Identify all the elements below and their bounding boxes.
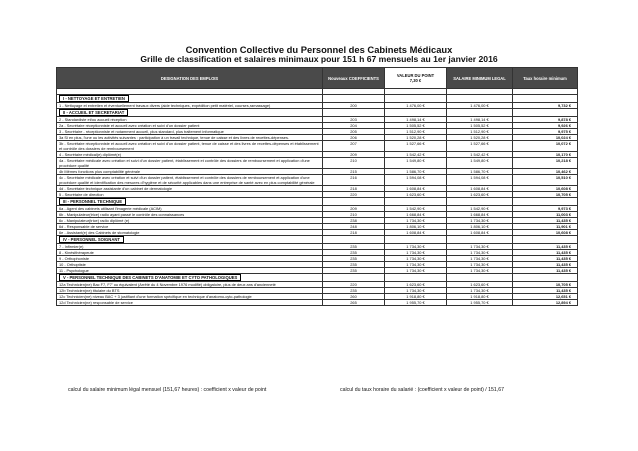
point-value-cell: 1 542,42 €: [385, 152, 447, 158]
job-title-cell: 4a - Secrétaire médicale avec création et suivi d'un dossier patient, établissement et contrôle des dossiers de remboursement et application d'une procédure qualité: [57, 158, 323, 169]
job-title-cell: 2 - Standardiste et/ou accueil réception: [57, 117, 323, 123]
point-value-cell: 1 498,14 €: [385, 117, 447, 123]
minimum-salary-cell: 1 623,60 €: [447, 282, 513, 288]
point-value-cell: 1 734,30 €: [385, 288, 447, 294]
minimum-salary-cell: 1 476,00 €: [447, 103, 513, 109]
header-valeur-point-label: VALEUR DU POINT: [396, 73, 435, 78]
hourly-rate-cell: 11,435 €: [513, 268, 578, 274]
empty-cell: [513, 236, 578, 244]
hourly-rate-cell: 10,024 €: [513, 135, 578, 141]
empty-cell: [513, 109, 578, 117]
coefficient-cell: 235: [323, 288, 385, 294]
section-title: V - PERSONNEL TECHNIQUE DES CABINETS D'ANATOMIE ET CYTO PATHOLOGIQUES: [59, 274, 241, 281]
job-title-cell: 4b Mêmes fonctions plus comptabilité générale: [57, 169, 323, 175]
point-value-cell: 1 549,80 €: [385, 158, 447, 169]
empty-cell: [385, 236, 447, 244]
hourly-rate-cell: 9,878 €: [513, 117, 578, 123]
minimum-salary-cell: 1 734,30 €: [447, 268, 513, 274]
job-title-cell: 10 - Orthoptiste: [57, 262, 323, 268]
minimum-salary-cell: 1 623,60 €: [447, 192, 513, 198]
point-value-cell: 1 542,90 €: [385, 206, 447, 212]
point-value-cell: 1 734,30 €: [385, 250, 447, 256]
coefficient-cell: 203: [323, 117, 385, 123]
header-salaire: SALAIRE MINIMUM LEGAL: [447, 68, 513, 89]
empty-cell: [447, 274, 513, 282]
section-cell: [57, 236, 323, 244]
job-title-cell: 1 - Nettoyage et entretien et éventuellement travaux divers (aide techniques, expédition petit matériel, courses,ramassage): [57, 103, 323, 109]
empty-cell: [323, 236, 385, 244]
job-title-cell: 7 - Infirmier(e): [57, 244, 323, 250]
hourly-rate-cell: 12,894 €: [513, 300, 578, 306]
minimum-salary-cell: 1 734,30 €: [447, 218, 513, 224]
hourly-rate-cell: 11,435 €: [513, 256, 578, 262]
table-row: [57, 175, 578, 186]
job-title-cell: 6e - Assistant(e) des Cabinets de stomatologie: [57, 230, 323, 236]
table-row: [57, 158, 578, 169]
coefficient-cell: 235: [323, 256, 385, 262]
point-value-cell: 1 734,30 €: [385, 244, 447, 250]
section-cell: [57, 109, 323, 117]
job-title-cell: 9 - Orthophoniste: [57, 256, 323, 262]
header-designation: DESIGNATION DES EMPLOIS: [57, 68, 323, 89]
coefficient-cell: 218: [323, 186, 385, 192]
job-title-cell: 12d Technicien(ne) responsable de service: [57, 300, 323, 306]
point-value-cell: 1 594,08 €: [385, 175, 447, 186]
point-value-cell: 1 623,60 €: [385, 282, 447, 288]
job-title-cell: 12c Technicien(ne) niveau BAC + 3 justifiant d'une formation spécifique en technique d'anatomo-cyto-pathologie: [57, 294, 323, 300]
coefficient-cell: 210: [323, 212, 385, 218]
job-title-cell: 6a - Agent des cabinets utilisant l'imagerie médicale (ACIM): [57, 206, 323, 212]
empty-cell: [447, 236, 513, 244]
minimum-salary-cell: 1 505,52 €: [447, 123, 513, 129]
hourly-rate-cell: 11,435 €: [513, 250, 578, 256]
coefficient-cell: 206: [323, 135, 385, 141]
job-title-cell: 12b Technicien(ne) titulaire du BTS: [57, 288, 323, 294]
minimum-salary-cell: 1 512,90 €: [447, 129, 513, 135]
section-row: [57, 236, 578, 244]
job-title-cell: 12a Technicien(ne) Bac F7, F7' ou équivalent (Arrêté du 4 Novembre 1976 modifié) obligatoire, plus de deux ans d'ancienneté: [57, 282, 323, 288]
minimum-salary-cell: 1 520,28 €: [447, 135, 513, 141]
section-title: I - NETTOYAGE ET ENTRETIEN: [59, 95, 129, 102]
section-row: [57, 109, 578, 117]
hourly-rate-cell: 10,608 €: [513, 230, 578, 236]
minimum-salary-cell: 1 542,42 €: [447, 152, 513, 158]
minimum-salary-cell: 1 806,10 €: [447, 224, 513, 230]
minimum-salary-cell: 1 734,30 €: [447, 262, 513, 268]
section-title: IV - PERSONNEL SOIGNANT: [59, 236, 124, 243]
header-valeur-point: [385, 68, 447, 89]
coefficient-cell: 205: [323, 129, 385, 135]
point-value-cell: 1 955,70 €: [385, 300, 447, 306]
empty-cell: [447, 109, 513, 117]
hourly-rate-cell: 11,003 €: [513, 212, 578, 218]
minimum-salary-cell: 1 734,30 €: [447, 244, 513, 250]
hourly-rate-cell: 10,510 €: [513, 175, 578, 186]
job-title-cell: 6b - Manipulateur(trice) radio ayant passé le contrôle des connaissances: [57, 212, 323, 218]
minimum-salary-cell: 1 918,80 €: [447, 294, 513, 300]
coefficient-cell: 260: [323, 294, 385, 300]
minimum-salary-cell: 1 498,14 €: [447, 117, 513, 123]
hourly-rate-cell: 10,170 €: [513, 152, 578, 158]
coefficient-cell: 207: [323, 141, 385, 152]
job-title-cell: 4 - Secrétaire médical(e) diplômé(e): [57, 152, 323, 158]
hourly-rate-cell: 9,732 €: [513, 103, 578, 109]
empty-cell: [385, 109, 447, 117]
minimum-salary-cell: 1 586,70 €: [447, 169, 513, 175]
minimum-salary-cell: 1 734,30 €: [447, 288, 513, 294]
empty-cell: [323, 198, 385, 206]
empty-cell: [513, 198, 578, 206]
hourly-rate-cell: 9,973 €: [513, 206, 578, 212]
point-value-cell: 1 734,30 €: [385, 218, 447, 224]
coefficient-cell: 220: [323, 192, 385, 198]
hourly-rate-cell: 11,435 €: [513, 262, 578, 268]
table-row: [57, 300, 578, 306]
point-value-cell: 1 520,28 €: [385, 135, 447, 141]
coefficient-cell: 235: [323, 262, 385, 268]
point-value-cell: 1 668,84 €: [385, 212, 447, 218]
minimum-salary-cell: 1 527,66 €: [447, 141, 513, 152]
job-title-cell: 6c - Manipulateur(trice) radio diplômé (e): [57, 218, 323, 224]
section-cell: [57, 274, 323, 282]
point-value-cell: 1 527,66 €: [385, 141, 447, 152]
point-value-cell: 1 734,30 €: [385, 256, 447, 262]
minimum-salary-cell: 1 608,84 €: [447, 230, 513, 236]
coefficient-cell: 235: [323, 250, 385, 256]
table-row: [57, 141, 578, 152]
empty-cell: [513, 95, 578, 103]
point-value-cell: 1 505,52 €: [385, 123, 447, 129]
section-title: II - ACCUEIL ET SECRETARIAT: [59, 109, 128, 116]
minimum-salary-cell: 1 734,30 €: [447, 250, 513, 256]
section-row: [57, 95, 578, 103]
page-subtitle: Grille de classification et salaires minimaux pour 151 h 67 mensuels au 1er janvier 2016: [140, 54, 498, 64]
empty-cell: [513, 274, 578, 282]
hourly-rate-cell: 9,975 €: [513, 129, 578, 135]
hourly-rate-cell: 11,901 €: [513, 224, 578, 230]
job-title-cell: 8 - Kinésithérapeute: [57, 250, 323, 256]
page-title: Convention Collective du Personnel des Cabinets Médicaux: [185, 44, 453, 55]
coefficient-cell: 204: [323, 123, 385, 129]
minimum-salary-cell: 1 734,30 €: [447, 256, 513, 262]
job-title-cell: 2a - Secrétaire réceptionniste et accueil avec création et suivi d'un dossier patient: [57, 123, 323, 129]
coefficient-cell: 248: [323, 224, 385, 230]
job-title-cell: 4d - Secrétaire technique assistante d'un cabinet de dermatologie: [57, 186, 323, 192]
empty-cell: [385, 274, 447, 282]
coefficient-cell: 220: [323, 282, 385, 288]
empty-cell: [447, 95, 513, 103]
job-title-cell: 3b - Secrétaire réceptionniste et accueil avec création et suivi d'un dossier patient, tenue de caisse et des livres de recettes-dépenses et établissement et contrôle des dossiers de remboursement: [57, 141, 323, 152]
coefficient-cell: 265: [323, 300, 385, 306]
empty-cell: [447, 198, 513, 206]
empty-cell: [323, 109, 385, 117]
hourly-rate-cell: 11,435 €: [513, 218, 578, 224]
section-cell: [57, 95, 323, 103]
point-value-cell: 1 512,90 €: [385, 129, 447, 135]
hourly-rate-cell: 9,926 €: [513, 123, 578, 129]
table-header-row: [57, 68, 578, 89]
coefficient-cell: 235: [323, 244, 385, 250]
salary-grid-table: [56, 67, 578, 306]
coefficient-cell: 210: [323, 158, 385, 169]
coefficient-cell: 209: [323, 152, 385, 158]
job-title-cell: 4c - Secrétaire médicale avec création et suivi d'un dossier patient, établissement et contrôle des dossiers de remboursement et application d'une procédure qualité et identification des mesures d'hygiène et de sécurité applicables dans une entreprise de santé avec en plus comptabilité générale: [57, 175, 323, 186]
minimum-salary-cell: 1 594,08 €: [447, 175, 513, 186]
minimum-salary-cell: 1 542,90 €: [447, 206, 513, 212]
job-title-cell: 11 - Psychologue: [57, 268, 323, 274]
job-title-cell: 3a Si en plus, l'une ou les activités suivantes : participation à un travail technique, tenue de caisse et des livres de recettes-dépenses.: [57, 135, 323, 141]
minimum-salary-cell: 1 668,84 €: [447, 212, 513, 218]
section-cell: [57, 198, 323, 206]
point-value-cell: 1 734,30 €: [385, 262, 447, 268]
coefficient-cell: 218: [323, 230, 385, 236]
footer-note-left: calcul du salaire minimum légal mensuel (151,67 heures) : coefficient x valeur de point: [68, 387, 267, 393]
hourly-rate-cell: 10,705 €: [513, 282, 578, 288]
coefficient-cell: 200: [323, 103, 385, 109]
point-value-cell: 1 476,00 €: [385, 103, 447, 109]
point-value-cell: 1 918,80 €: [385, 294, 447, 300]
empty-cell: [323, 95, 385, 103]
hourly-rate-cell: 10,218 €: [513, 158, 578, 169]
coefficient-cell: 216: [323, 175, 385, 186]
job-title-cell: 3 - Secrétaire - réceptionniste et notamment accueil, plus standard, plus traitement informatique: [57, 129, 323, 135]
minimum-salary-cell: 1 955,70 €: [447, 300, 513, 306]
job-title-cell: 5 - Secrétaire de direction: [57, 192, 323, 198]
coefficient-cell: 215: [323, 169, 385, 175]
coefficient-cell: 209: [323, 206, 385, 212]
hourly-rate-cell: 10,705 €: [513, 192, 578, 198]
minimum-salary-cell: 1 549,80 €: [447, 158, 513, 169]
coefficient-cell: 238: [323, 218, 385, 224]
point-value-cell: 1 734,30 €: [385, 268, 447, 274]
hourly-rate-cell: 10,072 €: [513, 141, 578, 152]
hourly-rate-cell: 11,435 €: [513, 244, 578, 250]
header-taux: Taux horaire minimum: [513, 68, 578, 89]
point-value-cell: 1 608,84 €: [385, 230, 447, 236]
minimum-salary-cell: 1 608,84 €: [447, 186, 513, 192]
empty-cell: [385, 95, 447, 103]
empty-cell: [385, 198, 447, 206]
section-row: [57, 198, 578, 206]
point-value-cell: 1 586,70 €: [385, 169, 447, 175]
section-row: [57, 274, 578, 282]
hourly-rate-cell: 10,608 €: [513, 186, 578, 192]
point-value-cell: 1 608,84 €: [385, 186, 447, 192]
header-valeur-point-value: 7,30 €: [409, 78, 422, 83]
hourly-rate-cell: 10,462 €: [513, 169, 578, 175]
point-value-cell: 1 806,10 €: [385, 224, 447, 230]
hourly-rate-cell: 12,651 €: [513, 294, 578, 300]
header-coefficients: Nouveaux COEFFICIENTS: [323, 68, 385, 89]
section-title: III - PERSONNEL TECHNIQUE: [59, 198, 126, 205]
point-value-cell: 1 623,60 €: [385, 192, 447, 198]
empty-cell: [323, 274, 385, 282]
coefficient-cell: 235: [323, 268, 385, 274]
footer-note-right: calcul du taux horaire du salarié : (coefficient x valeur de point) / 151,67: [340, 387, 504, 393]
hourly-rate-cell: 11,435 €: [513, 288, 578, 294]
job-title-cell: 6d - Responsable de service: [57, 224, 323, 230]
